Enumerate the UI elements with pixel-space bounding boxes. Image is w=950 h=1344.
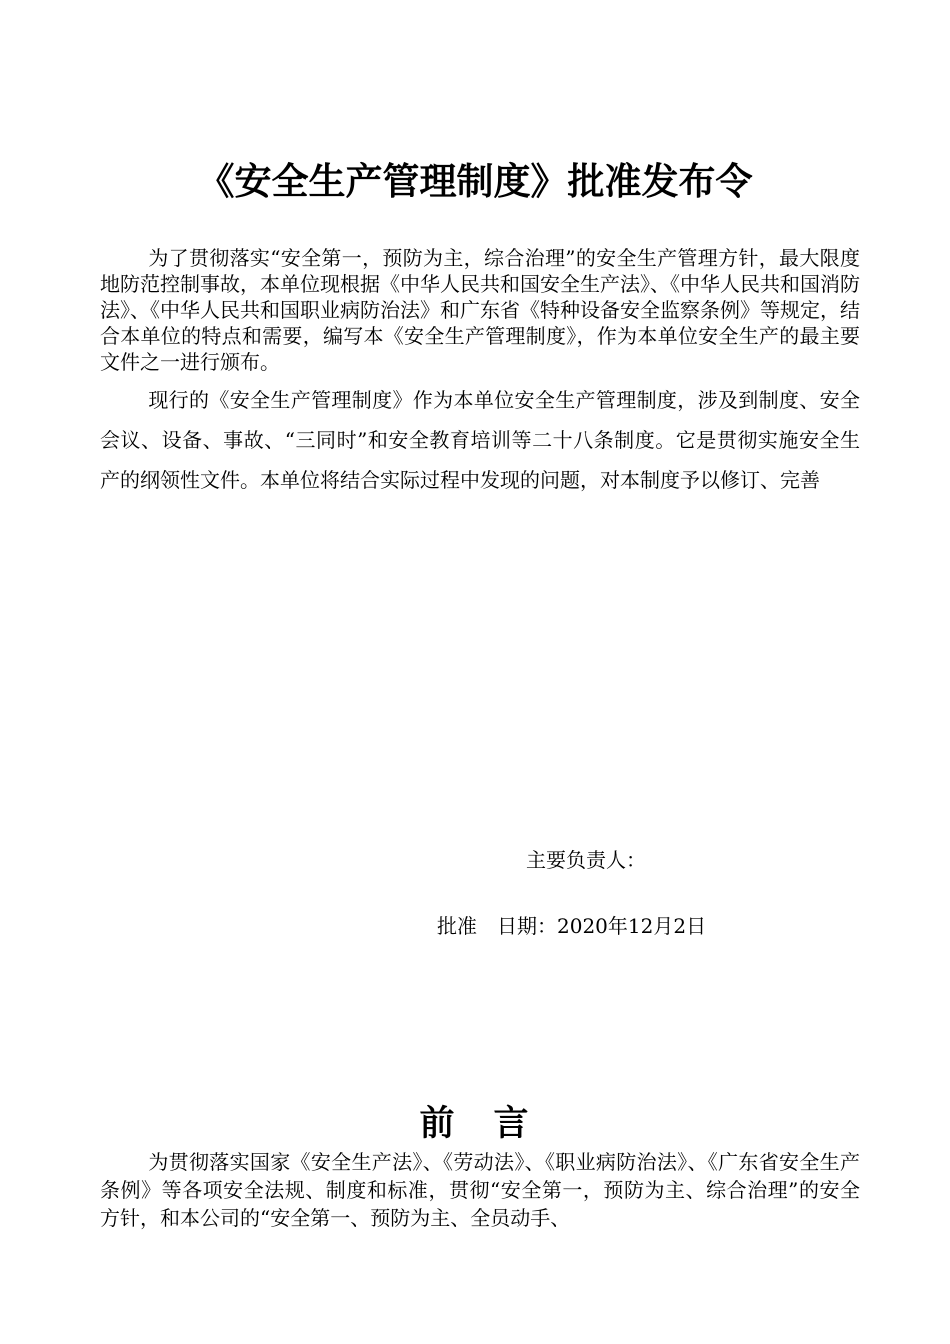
document-title: 《安全生产管理制度》批准发布令 <box>197 160 753 203</box>
approval-date-line: 批准 日期：2020年12月2日 <box>437 914 707 938</box>
preface-heading: 前 言 <box>419 1103 531 1144</box>
body-paragraph-2-text: 现行的《安全生产管理制度》作为本单位安全生产管理制度，涉及到制度、安全会议、设备、事故、“三同时”和安全教育培训等二十八条制度。它是贯彻实施安全生产的纲领性文件。本单位将结合实际过程中发现的问题，对本制度予以修订、完善 <box>100 388 860 492</box>
responsible-person-label: 主要负责人： <box>526 848 646 872</box>
preface-paragraph-text: 为贯彻落实国家《安全生产法》、《劳动法》、《职业病防治法》、《广东省安全生产条例》等各项安全法规、制度和标准，贯彻“安全第一，预防为主、综合治理”的安全方针，和本公司的“安全第一、预防为主、全员动手、 <box>100 1150 860 1230</box>
body-paragraph-2 <box>100 380 860 500</box>
body-paragraph-1-text: 为了贯彻落实“安全第一，预防为主，综合治理”的安全生产管理方针，最大限度地防范控制事故，本单位现根据《中华人民共和国安全生产法》、《中华人民共和国消防法》、《中华人民共和国职业病防治法》和广东省《特种设备安全监察条例》等规定，结合本单位的特点和需要，编写本《安全生产管理制度》，作为本单位安全生产的最主要文件之一进行颁布。 <box>100 246 860 374</box>
body-paragraph-1 <box>100 245 860 375</box>
preface-paragraph <box>100 1148 860 1232</box>
